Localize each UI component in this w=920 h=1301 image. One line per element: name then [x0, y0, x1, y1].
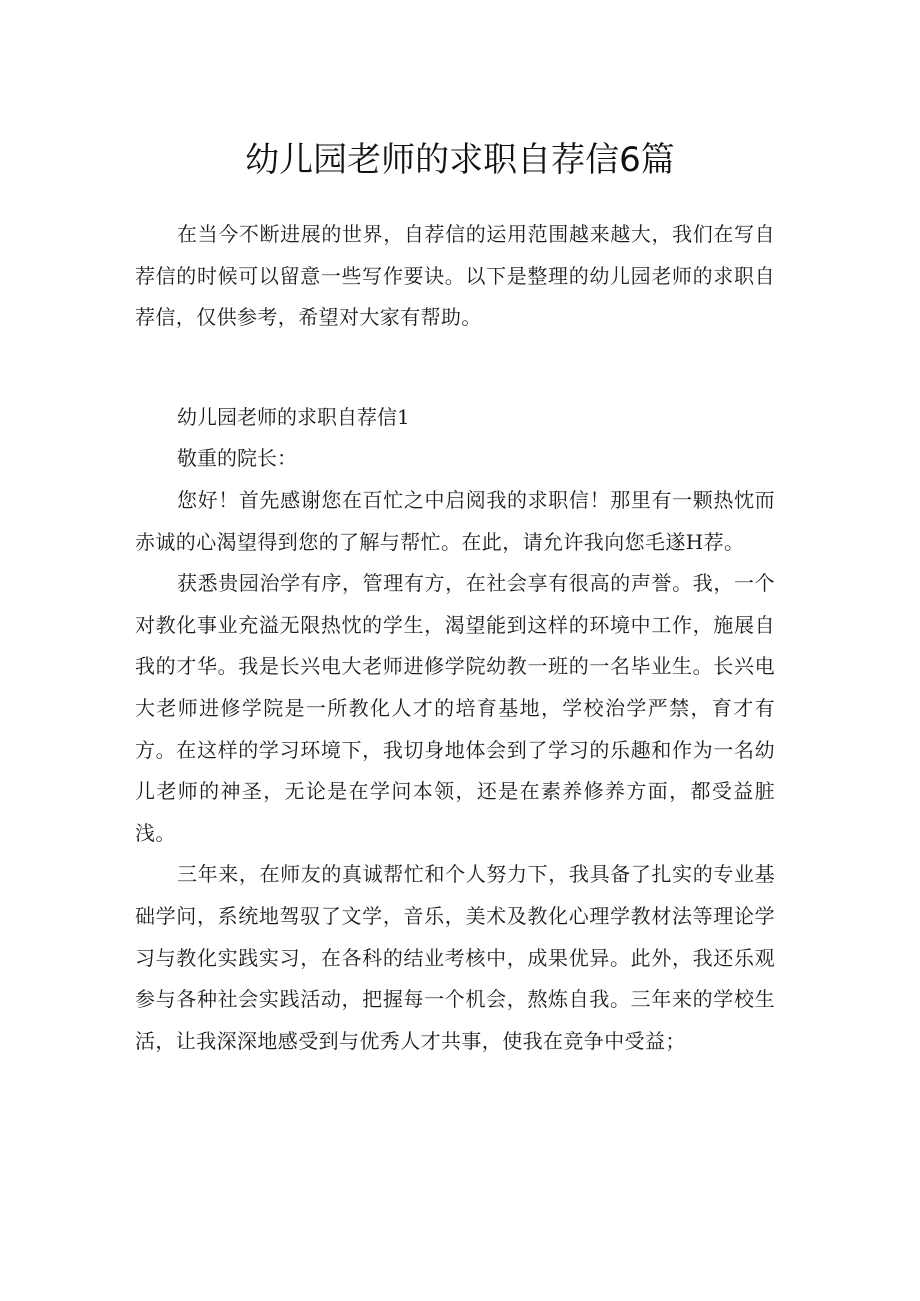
document-body — [135, 214, 775, 1062]
body-paragraph: 您好！首先感谢您在百忙之中启阅我的求职信！那里有一颗热忱而赤诚的心渴望得到您的了解与帮忙。在此，请允许我向您毛遂H荐。 — [135, 487, 775, 554]
intro-paragraph: 在当今不断进展的世界，自荐信的运用范围越来越大，我们在写自荐信的时候可以留意一些写作要诀。以下是整理的幼儿园老师的求职自荐信，仅供参考，希望对大家有帮助。 — [135, 222, 775, 330]
salutation: 敬重的院长： — [177, 446, 297, 471]
body-paragraph: 获悉贵园治学有序，管理有方，在社会享有很高的声誉。我，一个对教化事业充溢无限热忱的学生，渴望能到这样的环境中工作，施展自我的才华。我是长兴电大老师进修学院幼教一班的一名毕业生。长兴电大老师进修学院是一所教化人才的培育基地，学校治学严禁，育才有方。在这样的学习环境下，我切身地体会到了学习的乐趣和作为一名幼儿老师的神圣，无论是在学问本领，还是在素养修养方面，都受益脏浅。 — [135, 571, 775, 845]
document-title: 幼儿园老师的求职自荐信6篇 — [245, 140, 675, 180]
body-paragraph: 三年来，在师友的真诚帮忙和个人努力下，我具备了扎实的专业基础学问，系统地驾驭了文学，音乐，美术及教化心理学教材法等理论学习与教化实践实习，在各科的结业考核中，成果优异。此外，我还乐观参与各种社会实践活动，把握每一个机会，熬炼自我。三年来的学校生活，让我深深地感受到与优秀人才共事，使我在竞争中受益； — [135, 862, 775, 1053]
section-spacer — [135, 339, 775, 397]
letter-heading: 幼儿园老师的求职自荐信1 — [177, 404, 410, 429]
